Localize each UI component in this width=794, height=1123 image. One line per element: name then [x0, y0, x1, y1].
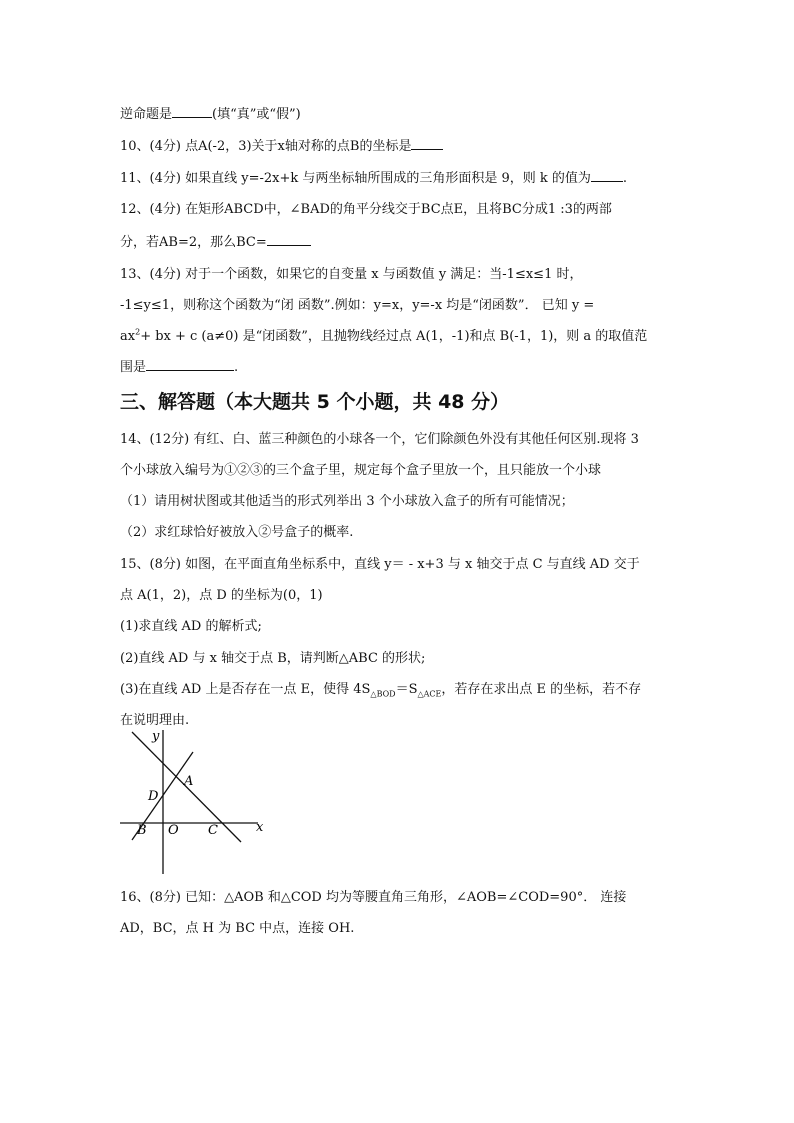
- question-15-line2: 点 A(1，2)，点 D 的坐标为(0，1): [120, 588, 323, 603]
- answer-blank: [267, 233, 311, 246]
- question-13-line3: [120, 325, 647, 344]
- question-12-line2: [120, 231, 311, 250]
- answer-blank: [146, 358, 234, 371]
- label-y: y: [152, 729, 160, 744]
- label-o: O: [168, 823, 179, 838]
- question-14-part2: （2）求红球恰好被放入②号盒子的概率.: [120, 525, 354, 540]
- label-c: C: [208, 823, 218, 838]
- q15-sub-bod: △BOD: [370, 689, 396, 699]
- question-12-line1: 12、(4分) 在矩形ABCD中，∠BAD的角平分线交于BC点E，且将BC分成1 :3的两部: [120, 202, 612, 217]
- q10-text: 10、(4分) 点A(-2，3)关于x轴对称的点B的坐标是: [120, 139, 412, 154]
- q9-tail: [120, 103, 301, 122]
- question-13-line1: 13、(4分) 对于一个函数，如果它的自变量 x 与函数值 y 满足：当-1≤x≤1 时，: [120, 267, 583, 282]
- question-15-part2: (2)直线 AD 与 x 轴交于点 B，请判断△ABC 的形状;: [120, 651, 426, 666]
- question-14-part1: （1）请用树状图或其他适当的形式列举出 3 个小球放入盒子的所有可能情况；: [120, 494, 574, 509]
- q15-part3-b: ＝S: [395, 682, 418, 697]
- answer-blank: [172, 105, 212, 118]
- question-11: [120, 167, 627, 186]
- coordinate-figure: [118, 728, 268, 876]
- question-10: [120, 135, 443, 154]
- q9-hint: (填“真”或“假”): [212, 107, 301, 122]
- answer-blank: [591, 169, 623, 182]
- q15-part3-c: ，若存在求出点 E 的坐标，若不存: [441, 682, 642, 697]
- question-13-line4: [120, 356, 238, 375]
- q11-text: 11、(4分) 如果直线 y=-2x+k 与两坐标轴所围成的三角形面积是 9，则 k 的值为: [120, 171, 591, 186]
- q11-period: .: [622, 171, 628, 186]
- q13-exponent: 2: [135, 327, 141, 337]
- label-b: B: [137, 823, 147, 838]
- question-14-line1: 14、(12分) 有红、白、蓝三种颜色的小球各一个，它们除颜色外没有其他任何区别.现将 3: [120, 432, 639, 447]
- q13-ax: ax: [120, 329, 136, 344]
- question-16-line2: AD，BC，点 H 为 BC 中点，连接 OH.: [120, 921, 355, 936]
- section-heading: 三、解答题（本大题共 5 个小题，共 48 分）: [120, 391, 510, 413]
- label-x: x: [256, 820, 264, 835]
- q13-period: .: [234, 360, 239, 375]
- answer-blank: [411, 137, 443, 150]
- q9-text: 逆命题是: [120, 107, 173, 122]
- label-a: A: [184, 774, 194, 789]
- q13-text: 围是: [120, 360, 147, 375]
- question-15-part3-line2: 在说明理由.: [120, 713, 190, 728]
- question-15-part1: (1)求直线 AD 的解析式;: [120, 619, 262, 634]
- q15-part3-a: (3)在直线 AD 上是否存在一点 E，使得 4S: [120, 682, 371, 697]
- q15-sub-ace: △ACE: [417, 689, 442, 699]
- question-15-part3: [120, 678, 641, 699]
- question-15-line1: 15、(8分) 如图，在平面直角坐标系中，直线 y＝ - x+3 与 x 轴交于点 C 与直线 AD 交于: [120, 557, 640, 572]
- label-d: D: [148, 789, 159, 804]
- q12-text: 分，若AB=2，那么BC=: [120, 235, 267, 250]
- question-14-line2: 个小球放入编号为①②③的三个盒子里，规定每个盒子里放一个，且只能放一个小球: [120, 463, 602, 478]
- question-13-line2: -1≤y≤1，则称这个函数为“闭 函数”.例如：y=x，y=-x 均是“闭函数”． 已知 y =: [120, 298, 595, 313]
- q13-rest: + bx + c (a≠0) 是“闭函数”，且抛物线经过点 A(1，-1)和点 B(-1，1)，则 a 的取值范: [140, 329, 648, 344]
- question-16-line1: 16、(8分) 已知：△AOB 和△COD 均为等腰直角三角形，∠AOB=∠COD=90°． 连接: [120, 890, 627, 905]
